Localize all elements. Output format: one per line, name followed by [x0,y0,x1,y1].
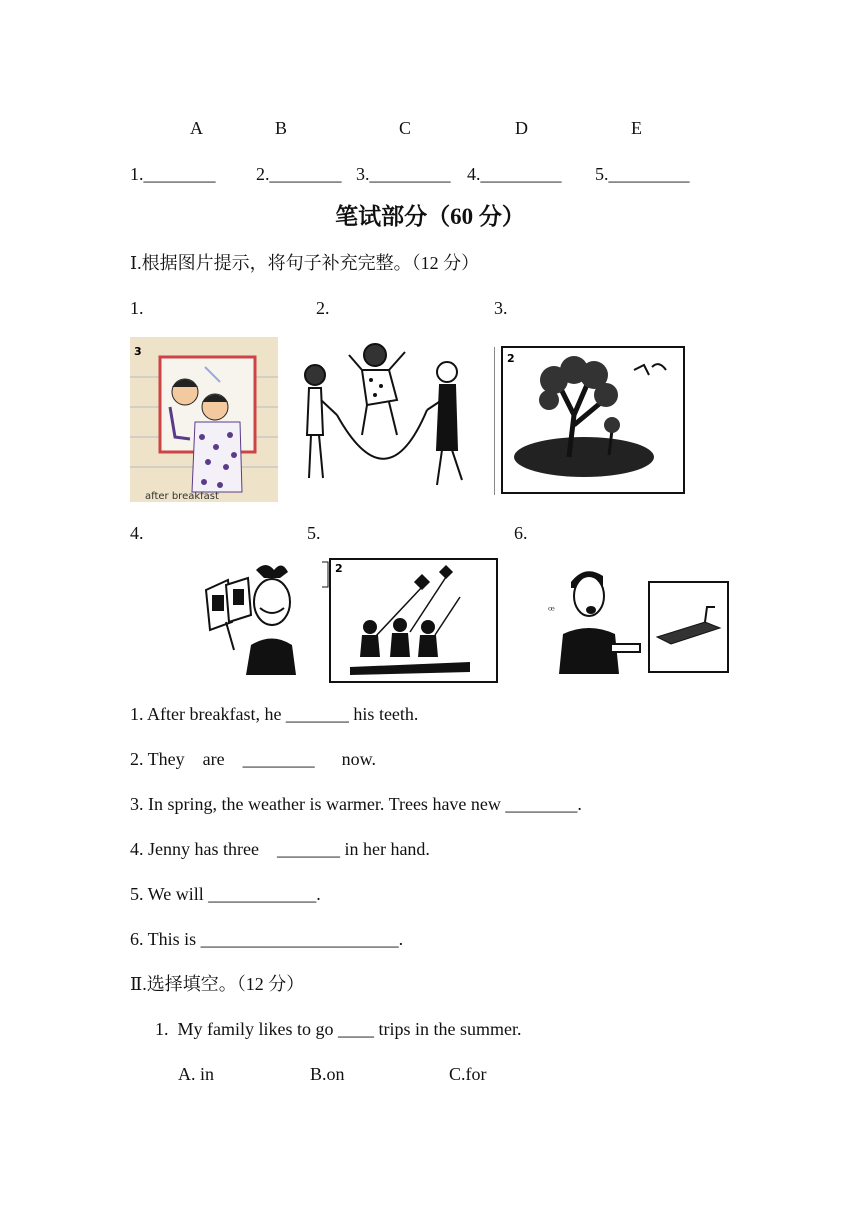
brushing-teeth-picture [130,337,278,502]
pic3-corner-number: 2 [507,352,515,365]
boy-pool-picture [545,562,730,674]
sentence-4: 4. Jenny has three _______ in her hand. [130,839,430,859]
letter-b: B [275,118,288,138]
letter-c: C [399,118,412,138]
answer-blank-2: 2.________ [256,164,342,184]
option-c: C.for [449,1064,487,1084]
pic-number-1: 1. [130,298,144,318]
option-b: B.on [310,1064,345,1084]
flags-picture [196,560,296,675]
letter-a: A [190,118,203,138]
letter-e: E [631,118,642,138]
sentence-2: 2. They are ________ now. [130,749,376,769]
pic-number-6: 6. [514,523,528,543]
svg-text:after breakfast: after breakfast [145,491,219,502]
kites-picture [320,557,500,687]
sentence-1: 1. After breakfast, he _______ his teeth. [130,704,419,724]
answer-blank-5: 5._________ [595,164,690,184]
answer-blank-1: 1.________ [130,164,216,184]
tree-leaves-picture [494,345,686,495]
sentence-3: 3. In spring, the weather is warmer. Trees have new ________. [130,794,582,814]
option-a: A. in [178,1064,214,1084]
part2-heading: Ⅱ.选择填空。（12 分） [130,974,305,994]
letter-d: D [515,118,528,138]
sentence-5: 5. We will ____________. [130,884,321,904]
answer-blank-3: 3._________ [356,164,451,184]
svg-text:ꟹ: ꟹ [548,604,555,617]
pic-number-2: 2. [316,298,330,318]
part1-heading: Ⅰ.根据图片提示，将句子补充完整。（12 分） [130,253,480,273]
jumping-rope-picture [297,340,472,495]
pic-number-3: 3. [494,298,508,318]
pic-number-4: 4. [130,523,144,543]
pic1-corner-number: 3 [134,345,142,358]
pic-number-5: 5. [307,523,321,543]
answer-blank-4: 4._________ [467,164,562,184]
sentence-6: 6. This is ______________________. [130,929,404,949]
pic5-corner-number: 2 [335,562,343,575]
section-title: 笔试部分（60 分） [335,204,525,229]
part2-question-1: 1. My family likes to go ____ trips in the summer. [155,1019,522,1039]
